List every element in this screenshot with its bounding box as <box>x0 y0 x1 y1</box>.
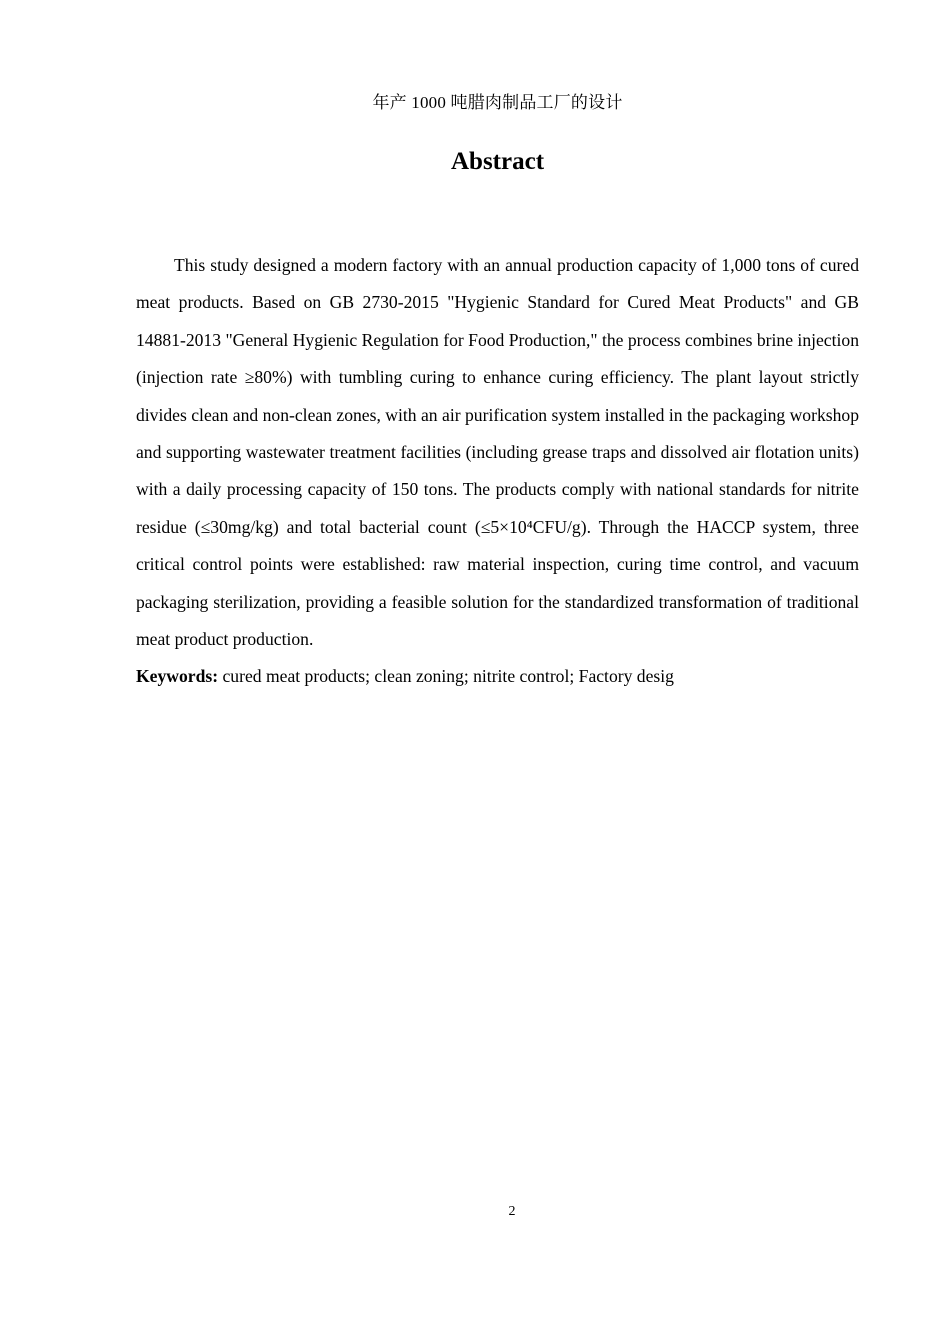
running-header-title: 年产 1000 吨腊肉制品工厂的设计 <box>372 93 623 112</box>
keywords-label: Keywords: <box>136 666 219 686</box>
page-number: 2 <box>508 1204 516 1219</box>
keywords-line <box>136 660 859 692</box>
abstract-body-paragraph: This study designed a modern factory with an annual production capacity of 1,000 tons of cured meat products. Based on GB 2730-2015 "Hygienic Standard for Cured Meat Products" and GB 14881-2013 "General Hygienic Regulation for Food Production," the process combines brine injection (injection rate ≥80%) with tumbling curing to enhance curing efficiency. The plant layout strictly divides clean and non-clean zones, with an air purification system installed in the packaging workshop and supporting wastewater treatment facilities (including grease traps and dissolved air flotation units) with a daily processing capacity of 150 tons. The products comply with national standards for nitrite residue (≤30mg/kg) and total bacterial count (≤5×10⁴CFU/g). Through the HACCP system, three critical control points were established: raw material inspection, curing time control, and vacuum packaging sterilization, providing a feasible solution for the standardized transformation of traditional meat product production. <box>136 255 859 650</box>
abstract-heading: Abstract <box>450 148 545 175</box>
keywords-text: cured meat products; clean zoning; nitrite control; Factory desig <box>222 666 674 686</box>
